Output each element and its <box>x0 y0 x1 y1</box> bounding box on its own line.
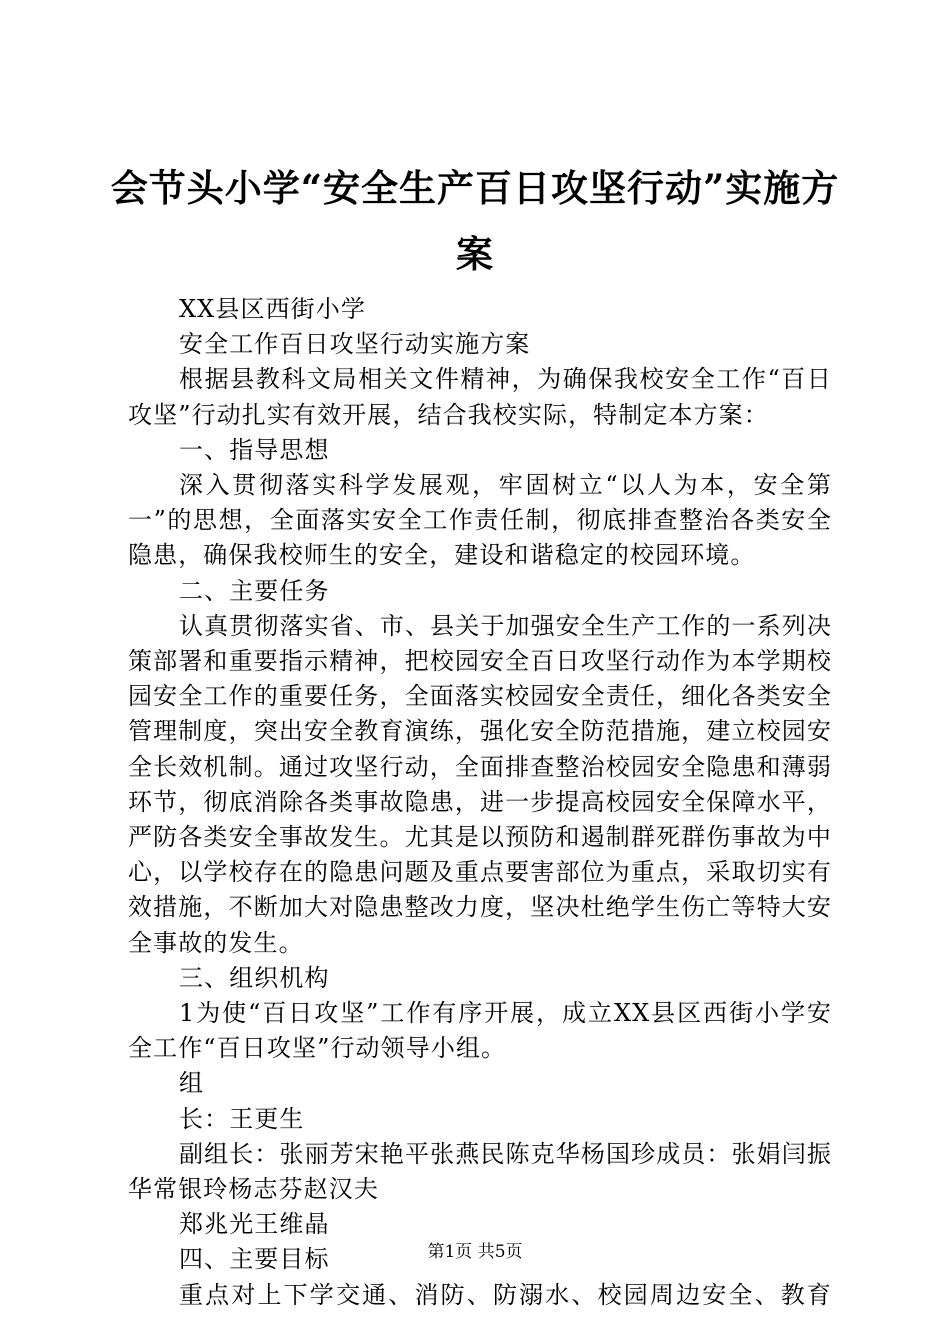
paragraph-main-goals: 重点对上下学交通、消防、防溺水、校园周边安全、教育 <box>179 1280 832 1309</box>
paragraph-leader-prefix: 组 <box>179 1069 205 1098</box>
paragraph-subtitle: 安全工作百日攻坚行动实施方案 <box>179 330 531 359</box>
paragraph-members-cont: 郑兆光王维晶 <box>179 1210 330 1239</box>
paragraph-members: 副组长：张丽芳宋艳平张燕民陈克华杨国珍成员：张娟闫振华常银玲杨志芬赵汉夫 <box>128 1139 832 1204</box>
heading-organization: 三、组织机构 <box>179 963 330 992</box>
paragraph-school-name: XX县区西街小学 <box>179 295 366 323</box>
document-body <box>128 292 832 1313</box>
page-number: 第1页 共5页 <box>427 1242 523 1262</box>
paragraph-intro: 根据县教科文局相关文件精神，为确保我校安全工作“百日攻坚”行动扎实有效开展，结合我校实际，特制定本方案： <box>128 365 832 429</box>
document-title: 会节头小学“安全生产百日攻坚行动”实施方案 <box>110 166 840 276</box>
heading-main-goals: 四、主要目标 <box>179 1245 330 1274</box>
heading-guiding-ideology: 一、指导思想 <box>179 435 330 464</box>
paragraph-main-tasks: 认真贯彻落实省、市、县关于加强安全生产工作的一系列决策部署和重要指示精神，把校园安全百日攻坚行动作为本学期校园安全工作的重要任务，全面落实校园安全责任，细化各类安全管理制度，突出安全教育演练，强化安全防范措施，建立校园安全长效机制。通过攻坚行动，全面排查整治校园安全隐患和薄弱环节，彻底消除各类事故隐患，进一步提高校园安全保障水平，严防各类安全事故发生。尤其是以预防和遏制群死群伤事故为中心，以学校存在的隐患问题及重点要害部位为重点，采取切实有效措施，不断加大对隐患整改力度，坚决杜绝学生伤亡等特大安全事故的发生。 <box>128 611 832 957</box>
heading-main-tasks: 二、主要任务 <box>179 576 330 605</box>
paragraph-leader: 长：王更生 <box>179 1104 305 1133</box>
paragraph-organization: 1为使“百日攻坚”工作有序开展，成立XX县区西街小学安全工作“百日攻坚”行动领导小组。 <box>128 999 832 1063</box>
paragraph-guiding-ideology: 深入贯彻落实科学发展观，牢固树立“以人为本，安全第一”的思想，全面落实安全工作责任制，彻底排查整治各类安全隐患，确保我校师生的安全，建设和谐稳定的校园环境。 <box>128 471 832 570</box>
